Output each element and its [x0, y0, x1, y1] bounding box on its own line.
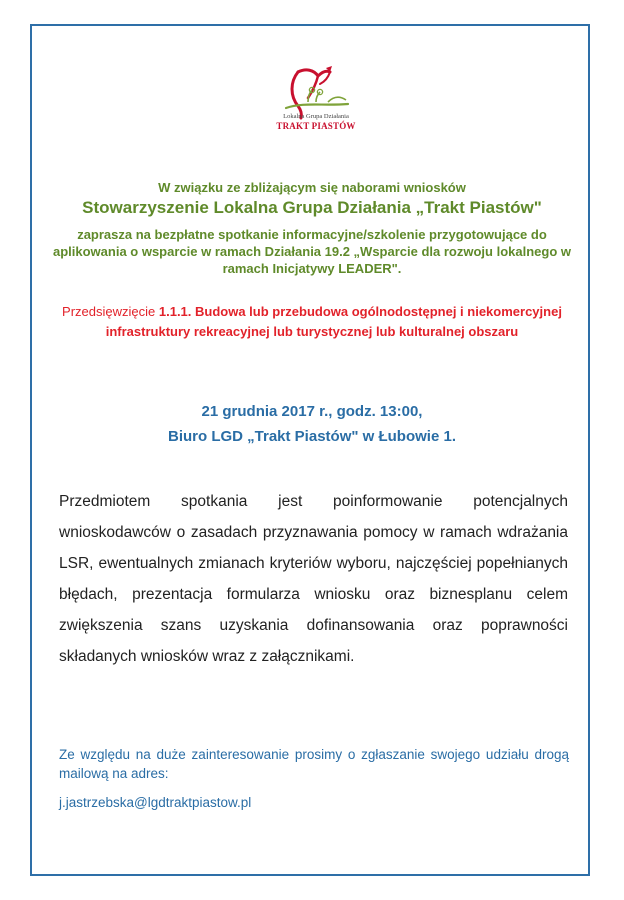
event-date: 21 grudnia 2017 r., godz. 13:00,: [201, 403, 423, 420]
invitation-text: zaprasza na bezpłatne spotkanie informacyjne/szkolenie przygotowujące do aplikowania o wsparcie w ramach Działania 19.2 „Wsparcie dla rozwoju lokalnego w ramach Inicjatywy LEADER".: [52, 227, 571, 276]
intro-line: W związku ze zbliżającym się naborami wniosków: [158, 180, 466, 195]
logo-subtitle: Lokalna Grupa Działania: [283, 113, 349, 120]
meeting-description: Przedmiotem spotkania jest poinformowanie potencjalnych wnioskodawców o zasadach przyznawania pomocy w ramach wdrażania LSR, ewentualnych zmianach kryteriów wyboru, najczęściej popełnianych błędach, prezentacja formularza wniosku oraz biznesplanu celem zwiększenia szans uzyskania dofinansowania oraz poprawności składanych wniosków wraz z załącznikami.: [59, 493, 568, 665]
registration-note: Ze względu na duże zainteresowanie prosimy o zgłaszanie swojego udziału drogą mailową na adres:: [59, 747, 569, 781]
project-heading: [58, 302, 566, 342]
event-place: Biuro LGD „Trakt Piastów" w Łubowie 1.: [168, 428, 456, 445]
email-link[interactable]: j.jastrzebska@lgdtraktpiastow.pl: [59, 795, 252, 810]
organization-name: Stowarzyszenie Lokalna Grupa Działania „Trakt Piastów": [82, 198, 542, 217]
logo-title: TRAKT PIASTÓW: [276, 121, 356, 131]
project-title: 1.1.1. Budowa lub przebudowa ogólnodostępnej i niekomercyjnej infrastruktury rekreacyjnej lub turystycznej lub kulturalnej obszaru: [105, 304, 562, 339]
project-prefix: Przedsięwzięcie: [62, 304, 159, 319]
